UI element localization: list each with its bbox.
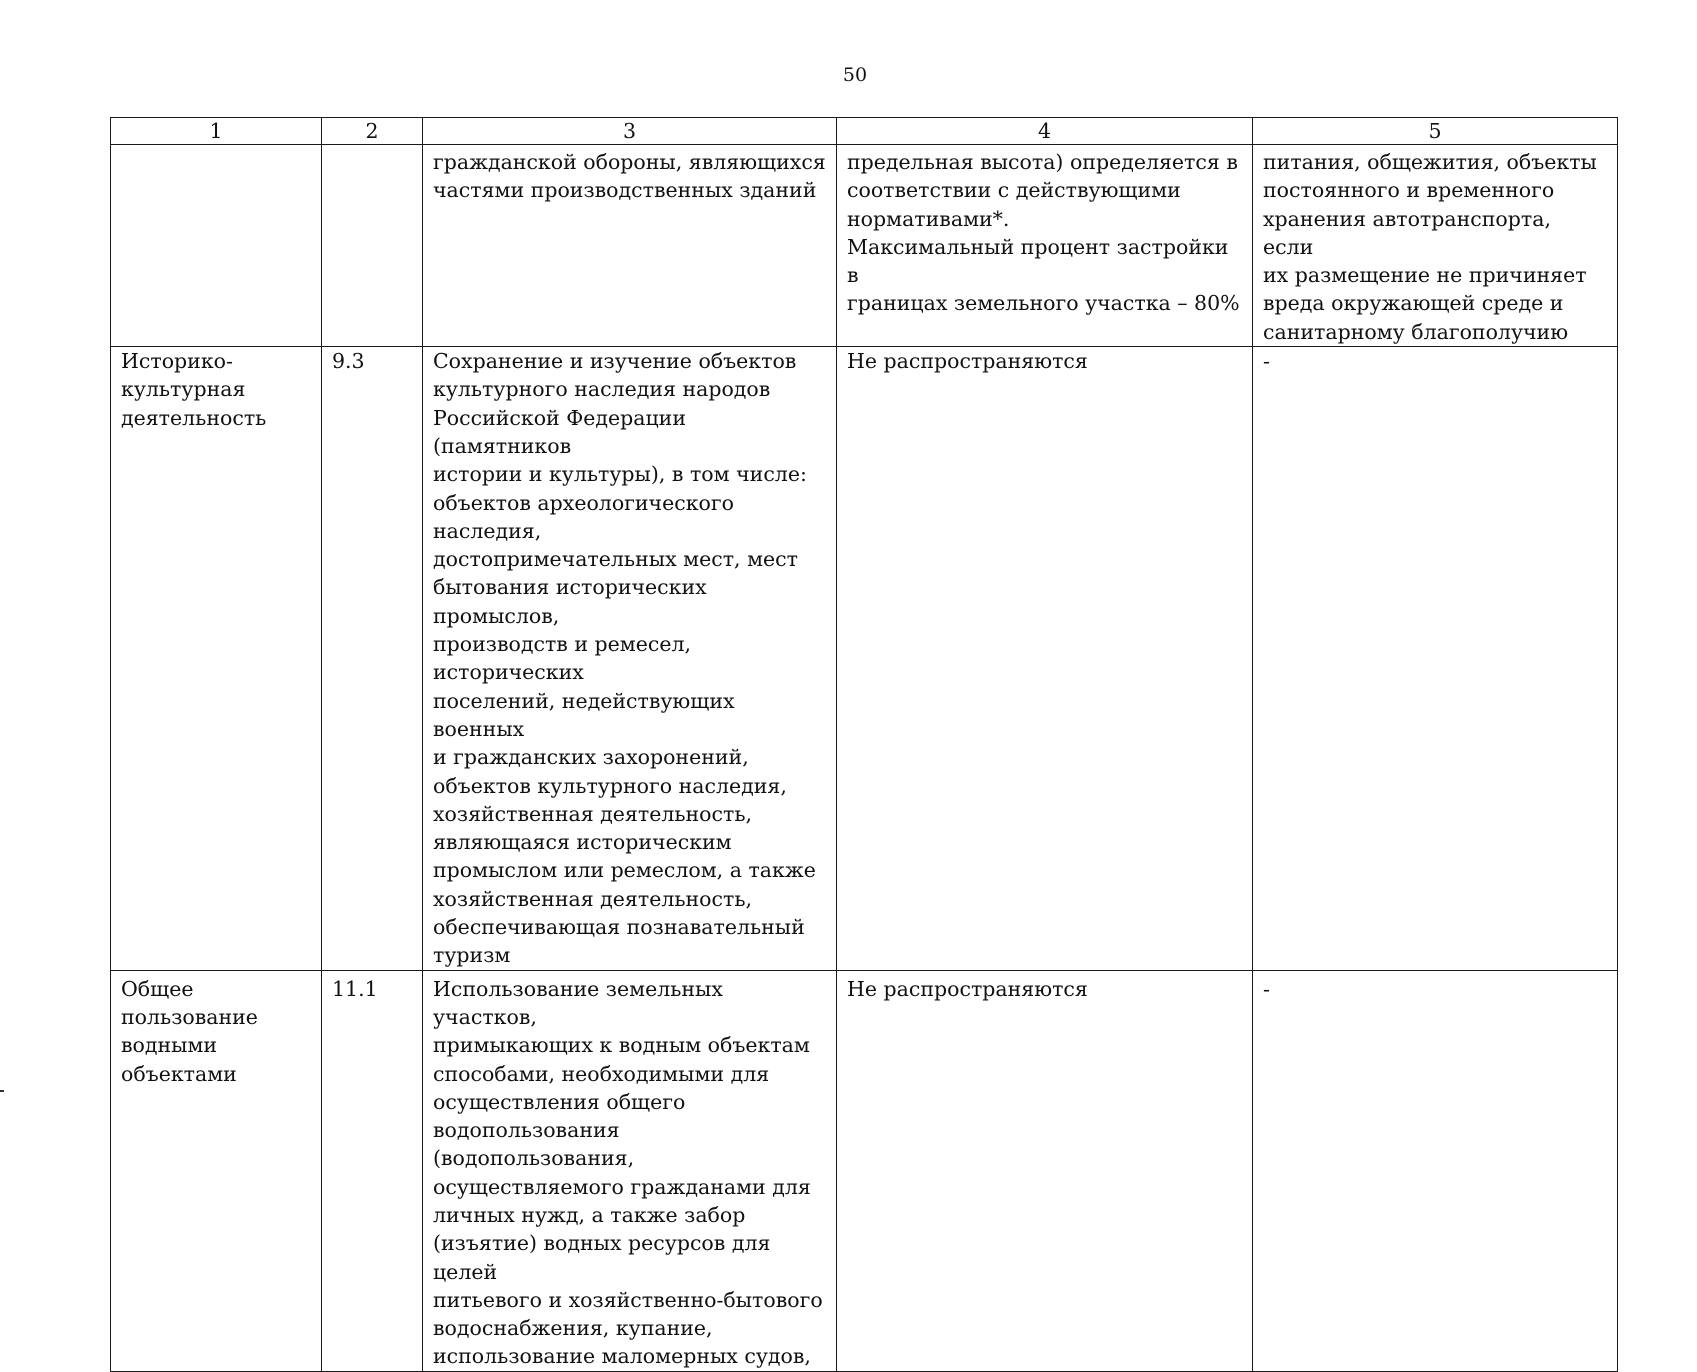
table-row bbox=[111, 145, 1618, 347]
header-cell-2: 2 bbox=[322, 118, 423, 145]
header-cell-1: 1 bbox=[111, 118, 322, 145]
table-row bbox=[111, 970, 1618, 1371]
parameters-cell: предельная высота) определяется в соответствии с действующими нормативами*. Максимальный процент застройки в границах земельного участка – 80% bbox=[837, 145, 1253, 347]
parameters-cell: Не распространяются bbox=[837, 347, 1253, 971]
use-type-cell: Общее пользование водными объектами bbox=[111, 970, 322, 1371]
code-cell: 11.1 bbox=[322, 970, 423, 1371]
header-cell-4: 4 bbox=[837, 118, 1253, 145]
description-cell: Сохранение и изучение объектов культурного наследия народов Российской Федерации (памятников истории и культуры), в том числе: объектов археологического наследия, достопримечательных мест, мест бытования исторических промыслов, производств и ремесел, исторических поселений, недействующих военных и гражданских захоронений, объектов культурного наследия, хозяйственная деятельность, являющаяся историческим промыслом или ремеслом, а также хозяйственная деятельность, обеспечивающая познавательный туризм bbox=[423, 347, 837, 971]
description-cell: Использование земельных участков, примыкающих к водным объектам способами, необходимыми для осуществления общего водопользования (водопользования, осуществляемого гражданами для личных нужд, а также забор (изъятие) водных ресурсов для целей питьевого и хозяйственно-бытового водоснабжения, купание, использование маломерных судов, bbox=[423, 970, 837, 1371]
land-use-table bbox=[110, 117, 1618, 1372]
code-cell bbox=[322, 145, 423, 347]
code-cell: 9.3 bbox=[322, 347, 423, 971]
header-cell-5: 5 bbox=[1253, 118, 1618, 145]
auxiliary-uses-cell: питания, общежития, объекты постоянного и временного хранения автотранспорта, если их размещение не причиняет вреда окружающей среде и санитарному благополучию bbox=[1253, 145, 1618, 347]
table-row bbox=[111, 347, 1618, 971]
margin-mark bbox=[0, 1090, 4, 1092]
page-number: 50 bbox=[842, 64, 868, 86]
use-type-cell: Историко- культурная деятельность bbox=[111, 347, 322, 971]
auxiliary-uses-cell: - bbox=[1253, 347, 1618, 971]
use-type-cell bbox=[111, 145, 322, 347]
table-header-row bbox=[111, 118, 1618, 145]
auxiliary-uses-cell: - bbox=[1253, 970, 1618, 1371]
description-cell: гражданской обороны, являющихся частями производственных зданий bbox=[423, 145, 837, 347]
parameters-cell: Не распространяются bbox=[837, 970, 1253, 1371]
header-cell-3: 3 bbox=[423, 118, 837, 145]
